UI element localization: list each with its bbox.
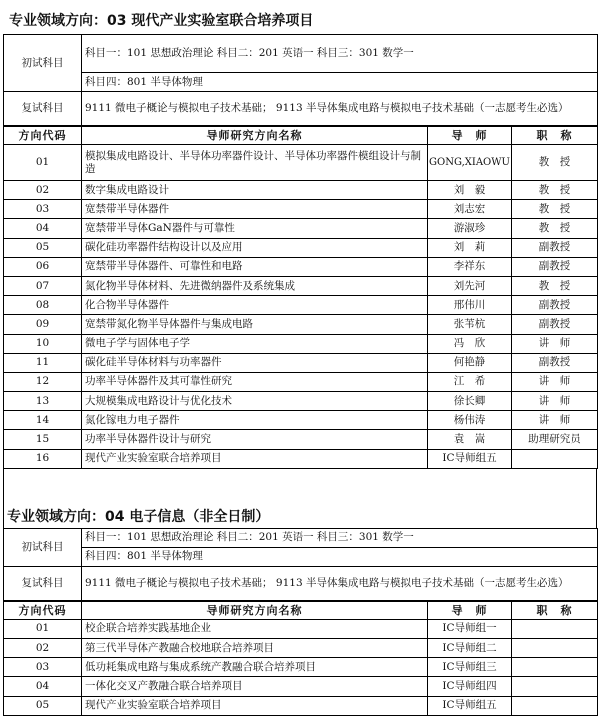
advisor-rank — [512, 696, 598, 715]
direction-code: 04 — [4, 219, 82, 238]
direction-code: 14 — [4, 411, 82, 430]
section1-initial-label: 初试科目 — [4, 35, 82, 92]
table-row — [4, 619, 598, 638]
direction-name: 大规模集成电路设计与优化技术 — [82, 392, 428, 411]
direction-code: 05 — [4, 238, 82, 257]
direction-name: 宽禁带半导体器件 — [82, 200, 428, 219]
advisor-name: 徐长卿 — [428, 392, 512, 411]
direction-name: 功率半导体器件及其可靠性研究 — [82, 372, 428, 391]
advisor-name: 刘 莉 — [428, 238, 512, 257]
advisor-name: IC导师组五 — [428, 449, 512, 468]
table-row — [4, 658, 598, 677]
direction-name: 微电子学与固体电子学 — [82, 334, 428, 353]
section2-retest-label: 复试科目 — [4, 566, 82, 600]
section1-direction-table — [3, 126, 598, 469]
direction-name: 宽禁带氮化物半导体器件与集成电路 — [82, 315, 428, 334]
advisor-name: 何艳静 — [428, 353, 512, 372]
direction-name: 氮化物半导体材料、先进微纳器件及系统集成 — [82, 276, 428, 295]
advisor-name: 刘 毅 — [428, 181, 512, 200]
table-row — [4, 696, 598, 715]
direction-name: 宽禁带半导体器件、可靠性和电路 — [82, 257, 428, 276]
advisor-rank — [512, 639, 598, 658]
table-row — [4, 257, 598, 276]
section1-initial-line2: 科目四：801 半导体物理 — [82, 73, 598, 92]
direction-code: 05 — [4, 696, 82, 715]
advisor-rank: 讲 师 — [512, 411, 598, 430]
table-row — [4, 145, 598, 181]
section1-info-table — [3, 34, 598, 126]
header-code: 方向代码 — [4, 601, 82, 619]
advisor-rank: 教 授 — [512, 181, 598, 200]
advisor-rank: 讲 师 — [512, 372, 598, 391]
direction-code: 13 — [4, 392, 82, 411]
table-row — [4, 238, 598, 257]
section2-direction-table — [3, 601, 598, 716]
table-row — [4, 411, 598, 430]
advisor-rank: 副教授 — [512, 257, 598, 276]
table-row — [4, 181, 598, 200]
advisor-name: IC导师组四 — [428, 677, 512, 696]
table-row — [4, 372, 598, 391]
advisor-name: 袁 嵩 — [428, 430, 512, 449]
section1-retest-label: 复试科目 — [4, 92, 82, 126]
table-row — [4, 296, 598, 315]
header-rank: 职 称 — [512, 127, 598, 145]
advisor-rank — [512, 677, 598, 696]
advisor-rank: 副教授 — [512, 238, 598, 257]
direction-name: 现代产业实验室联合培养项目 — [82, 449, 428, 468]
direction-name: 低功耗集成电路与集成系统产教融合联合培养项目 — [82, 658, 428, 677]
section-gap — [3, 469, 597, 506]
advisor-name: IC导师组一 — [428, 619, 512, 638]
advisor-rank — [512, 449, 598, 468]
direction-code: 07 — [4, 276, 82, 295]
direction-code: 02 — [4, 639, 82, 658]
table-row — [4, 315, 598, 334]
direction-code: 02 — [4, 181, 82, 200]
advisor-name: 冯 欣 — [428, 334, 512, 353]
direction-code: 09 — [4, 315, 82, 334]
direction-name: 第三代半导体产教融合校地联合培养项目 — [82, 639, 428, 658]
advisor-rank: 教 授 — [512, 200, 598, 219]
table-row — [4, 200, 598, 219]
direction-name: 碳化硅功率器件结构设计以及应用 — [82, 238, 428, 257]
table-row — [4, 219, 598, 238]
advisor-name: IC导师组三 — [428, 658, 512, 677]
direction-name: 数字集成电路设计 — [82, 181, 428, 200]
direction-name: 模拟集成电路设计、半导体功率器件设计、半导体功率器件模组设计与制造 — [82, 145, 428, 181]
advisor-rank — [512, 619, 598, 638]
advisor-name: IC导师组五 — [428, 696, 512, 715]
direction-name: 现代产业实验室联合培养项目 — [82, 696, 428, 715]
advisor-rank: 助理研究员 — [512, 430, 598, 449]
table-row — [4, 449, 598, 468]
direction-name: 宽禁带半导体GaN器件与可靠性 — [82, 219, 428, 238]
direction-code: 04 — [4, 677, 82, 696]
section2-retest-text: 9111 微电子概论与模拟电子技术基础； 9113 半导体集成电路与模拟电子技术基础（一志愿考生必选） — [82, 566, 598, 600]
section2-info-table — [3, 528, 598, 601]
header-direction: 导师研究方向名称 — [82, 127, 428, 145]
section2-initial-line2: 科目四：801 半导体物理 — [82, 547, 598, 566]
header-direction: 导师研究方向名称 — [82, 601, 428, 619]
table-row — [4, 334, 598, 353]
direction-code: 12 — [4, 372, 82, 391]
advisor-rank: 教 授 — [512, 145, 598, 181]
direction-code: 10 — [4, 334, 82, 353]
direction-code: 11 — [4, 353, 82, 372]
table-row — [4, 392, 598, 411]
section2-initial-label: 初试科目 — [4, 528, 82, 566]
direction-code: 03 — [4, 658, 82, 677]
advisor-name: 杨伟涛 — [428, 411, 512, 430]
direction-name: 氮化镓电力电子器件 — [82, 411, 428, 430]
direction-code: 16 — [4, 449, 82, 468]
advisor-rank: 讲 师 — [512, 334, 598, 353]
table-row — [4, 639, 598, 658]
section1-title: 专业领域方向：03 现代产业实验室联合培养项目 — [9, 13, 314, 29]
advisor-name: 李祥东 — [428, 257, 512, 276]
direction-code: 01 — [4, 619, 82, 638]
direction-code: 08 — [4, 296, 82, 315]
advisor-name: GONG,XIAOWU — [428, 145, 512, 181]
direction-name: 碳化硅半导体材料与功率器件 — [82, 353, 428, 372]
advisor-rank: 讲 师 — [512, 392, 598, 411]
section2-initial-line1: 科目一：101 思想政治理论 科目二：201 英语一 科目三：301 数学一 — [82, 528, 598, 547]
advisor-name: 游淑珍 — [428, 219, 512, 238]
header-code: 方向代码 — [4, 127, 82, 145]
table-row — [4, 430, 598, 449]
direction-code: 06 — [4, 257, 82, 276]
advisor-rank: 副教授 — [512, 353, 598, 372]
direction-name: 功率半导体器件设计与研究 — [82, 430, 428, 449]
advisor-name: 张苇杭 — [428, 315, 512, 334]
section2-title: 专业领域方向：04 电子信息（非全日制） — [7, 508, 270, 525]
header-advisor: 导 师 — [428, 127, 512, 145]
section1-retest-text: 9111 微电子概论与模拟电子技术基础； 9113 半导体集成电路与模拟电子技术基础（一志愿考生必选） — [82, 92, 598, 126]
direction-code: 01 — [4, 145, 82, 181]
table-row — [4, 677, 598, 696]
advisor-name: 邢伟川 — [428, 296, 512, 315]
advisor-rank: 副教授 — [512, 315, 598, 334]
advisor-rank: 副教授 — [512, 296, 598, 315]
section1-initial-line1: 科目一：101 思想政治理论 科目二：201 英语一 科目三：301 数学一 — [82, 35, 598, 73]
direction-name: 化合物半导体器件 — [82, 296, 428, 315]
direction-name: 校企联合培养实践基地企业 — [82, 619, 428, 638]
advisor-name: IC导师组二 — [428, 639, 512, 658]
advisor-rank: 教 授 — [512, 219, 598, 238]
table-row — [4, 353, 598, 372]
program-sheet — [3, 8, 597, 716]
section2-header-row — [4, 601, 598, 619]
table-row — [4, 276, 598, 295]
advisor-name: 刘志宏 — [428, 200, 512, 219]
advisor-name: 刘先河 — [428, 276, 512, 295]
advisor-name: 江 希 — [428, 372, 512, 391]
direction-code: 15 — [4, 430, 82, 449]
direction-code: 03 — [4, 200, 82, 219]
section2-title-frame — [3, 506, 597, 528]
header-rank: 职 称 — [512, 601, 598, 619]
section1-header-row — [4, 127, 598, 145]
header-advisor: 导 师 — [428, 601, 512, 619]
advisor-rank — [512, 658, 598, 677]
advisor-rank: 教 授 — [512, 276, 598, 295]
direction-name: 一体化交叉产教融合联合培养项目 — [82, 677, 428, 696]
